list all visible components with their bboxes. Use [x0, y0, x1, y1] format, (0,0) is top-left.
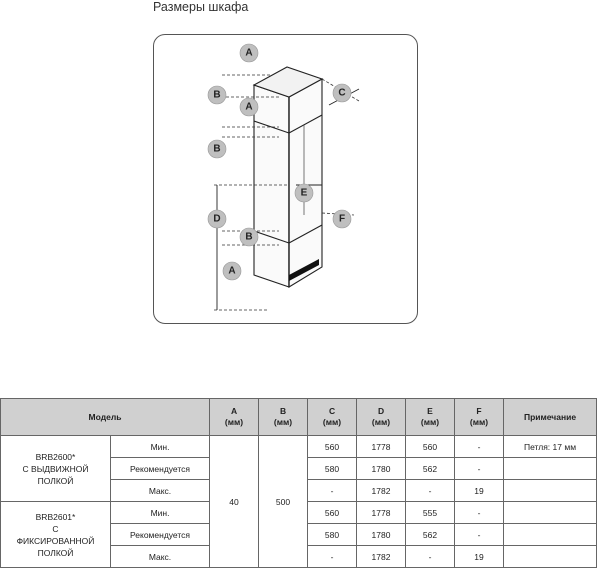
header-f: F (мм) — [455, 399, 504, 436]
value-f: - — [455, 458, 504, 480]
header-c: C (мм) — [308, 399, 357, 436]
badge-b-top-label: A — [245, 47, 253, 59]
row-type: Мин. — [111, 502, 210, 524]
badge-f-label: F — [338, 213, 346, 225]
header-e: E (мм) — [406, 399, 455, 436]
model-cell-brb2601: BRB2601* С ФИКСИРОВАННОЙ ПОЛКОЙ — [1, 502, 111, 568]
value-f: 19 — [455, 480, 504, 502]
header-model: Модель — [1, 399, 210, 436]
value-b: 500 — [259, 436, 308, 568]
badge-e-label: E — [300, 187, 308, 199]
cabinet-front-side — [289, 79, 322, 287]
header-a: A (мм) — [210, 399, 259, 436]
value-d: 1778 — [357, 502, 406, 524]
value-e: 562 — [406, 458, 455, 480]
value-f: - — [455, 524, 504, 546]
row-type: Рекомендуется — [111, 524, 210, 546]
value-note — [504, 480, 597, 502]
header-b: B (мм) — [259, 399, 308, 436]
value-f: - — [455, 436, 504, 458]
value-c: 560 — [308, 502, 357, 524]
value-c: 560 — [308, 436, 357, 458]
row-type: Рекомендуется — [111, 458, 210, 480]
value-d: 1778 — [357, 436, 406, 458]
table-header-row — [1, 399, 597, 436]
badge-d-label: D — [213, 213, 221, 225]
dimensions-table — [0, 398, 597, 568]
cabinet-left-side — [254, 85, 289, 287]
badge-a-low-label: A — [228, 265, 236, 277]
value-note — [504, 502, 597, 524]
value-e: 560 — [406, 436, 455, 458]
table-row — [1, 436, 597, 458]
cabinet-diagram-frame — [153, 34, 418, 324]
value-f: - — [455, 502, 504, 524]
row-type: Макс. — [111, 480, 210, 502]
value-note — [504, 458, 597, 480]
header-note: Примечание — [504, 399, 597, 436]
value-a: 40 — [210, 436, 259, 568]
value-c: - — [308, 546, 357, 568]
badge-b-mid-label: A — [245, 101, 253, 113]
header-d: D (мм) — [357, 399, 406, 436]
value-d: 1782 — [357, 546, 406, 568]
badge-a-mid-label: B — [213, 143, 221, 155]
value-note — [504, 546, 597, 568]
badge-a-top-label: B — [213, 89, 221, 101]
page-title: Размеры шкафа — [153, 0, 249, 14]
cabinet-diagram — [154, 35, 419, 325]
value-c: - — [308, 480, 357, 502]
value-e: 555 — [406, 502, 455, 524]
badge-b-low-label: B — [245, 231, 253, 243]
value-d: 1780 — [357, 524, 406, 546]
model-cell-brb2600: BRB2600* С ВЫДВИЖНОЙ ПОЛКОЙ — [1, 436, 111, 502]
value-c: 580 — [308, 524, 357, 546]
value-note: Петля: 17 мм — [504, 436, 597, 458]
value-d: 1782 — [357, 480, 406, 502]
row-type: Мин. — [111, 436, 210, 458]
value-note — [504, 524, 597, 546]
value-c: 580 — [308, 458, 357, 480]
value-e: 562 — [406, 524, 455, 546]
value-f: 19 — [455, 546, 504, 568]
row-type: Макс. — [111, 546, 210, 568]
badge-c-label: C — [338, 87, 346, 99]
value-e: - — [406, 546, 455, 568]
value-d: 1780 — [357, 458, 406, 480]
value-e: - — [406, 480, 455, 502]
